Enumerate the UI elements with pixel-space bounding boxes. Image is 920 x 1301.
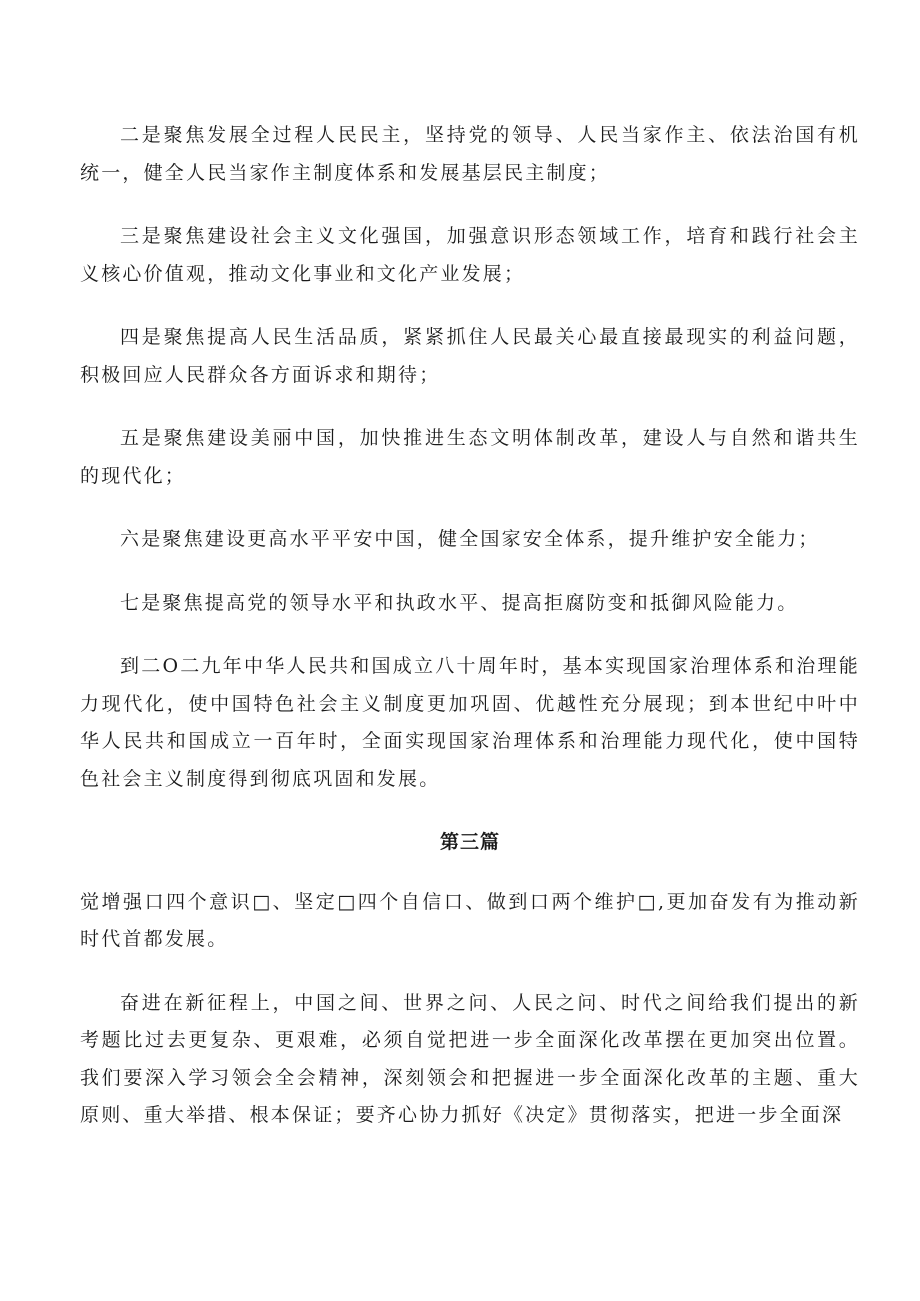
paragraph-item-4: 四是聚焦提高人民生活品质，紧紧抓住人民最关心最直接最现实的利益问题，积极回应人民群众各方面诉求和期待； <box>80 326 860 386</box>
paragraph-item-7: 七是聚焦提高党的领导水平和执政水平、提高拒腐防变和抵御风险能力。 <box>120 591 799 614</box>
paragraph-item-2: 二是聚焦发展全过程人民民主，坚持党的领导、人民当家作主、依法治国有机统一，健全人民当家作主制度体系和发展基层民主制度； <box>80 124 860 184</box>
document-body <box>80 117 860 1161</box>
paragraph-item-6: 六是聚焦建设更高水平平安中国，健全国家安全体系，提升维护安全能力； <box>120 528 820 550</box>
paragraph-item-3: 三是聚焦建设社会主义文化强国，加强意识形态领域工作，培育和践行社会主义核心价值观，推动文化事业和文化产业发展； <box>80 225 860 285</box>
paragraph-item-5: 五是聚焦建设美丽中国，加快推进生态文明体制改革，建设人与自然和谐共生的现代化； <box>80 427 860 487</box>
paragraph-continuation: 觉增强口四个意识□、坚定□四个自信口、做到口两个维护□,更加奋发有为推动新时代首都发展。 <box>80 890 860 950</box>
paragraph-goals: 到二O二九年中华人民共和国成立八十周年时，基本实现国家治理体系和治理能力现代化，使中国特色社会主义制度更加巩固、优越性充分展现；到本世纪中叶中华人民共和国成立一百年时，全面实现国家治理体系和治理能力现代化，使中国特色社会主义制度得到彻底巩固和发展。 <box>80 655 860 790</box>
paragraph-last: 奋进在新征程上，中国之间、世界之问、人民之问、时代之间给我们提出的新考题比过去更复杂、更艰难，必须自觉把进一步全面深化改革摆在更加突出位置。我们要深入学习领会全会精神，深刻领会和把握进一步全面深化改革的主题、重大原则、重大举措、根本保证；要齐心协力抓好《决定》贯彻落实，把进一步全面深 <box>80 991 860 1126</box>
section-heading: 第三篇 <box>439 831 500 853</box>
